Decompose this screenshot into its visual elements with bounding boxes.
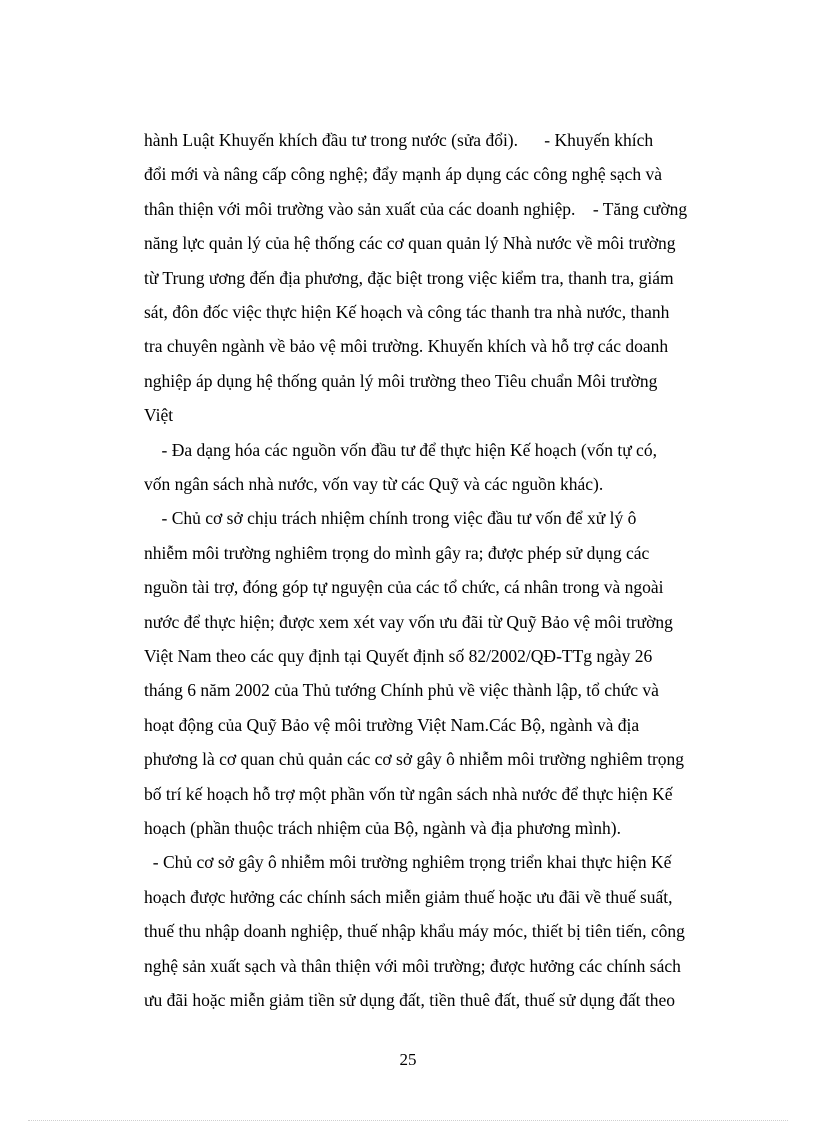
text-line: vốn ngân sách nhà nước, vốn vay từ các Quỹ và các nguồn khác). bbox=[144, 474, 604, 494]
text-line: tháng 6 năm 2002 của Thủ tướng Chính phủ về việc thành lập, tổ chức và bbox=[144, 680, 659, 701]
text-line: thân thiện với môi trường vào sản xuất của các doanh nghiệp. - Tăng cường bbox=[144, 198, 688, 219]
text-line: nguồn tài trợ, đóng góp tự nguyện của các tổ chức, cá nhân trong và ngoài bbox=[144, 577, 664, 598]
text-line: nước để thực hiện; được xem xét vay vốn ưu đãi từ Quỹ Bảo vệ môi trường bbox=[144, 611, 673, 632]
text-line: Việt Nam theo các quy định tại Quyết định số 82/2002/QĐ-TTg ngày 26 bbox=[144, 646, 653, 666]
text-line: - Chủ cơ sở gây ô nhiễm môi trường nghiêm trọng triển khai thực hiện Kế bbox=[144, 852, 672, 873]
text-line: hoạch (phần thuộc trách nhiệm của Bộ, ngành và địa phương mình). bbox=[144, 818, 622, 838]
text-line: ưu đãi hoặc miễn giảm tiền sử dụng đất, tiền thuê đất, thuế sử dụng đất theo bbox=[144, 990, 675, 1010]
text-line: thuế thu nhập doanh nghiệp, thuế nhập khẩu máy móc, thiết bị tiên tiến, công bbox=[144, 921, 685, 942]
text-line: tra chuyên ngành về bảo vệ môi trường. Khuyến khích và hỗ trợ các doanh bbox=[144, 336, 669, 357]
text-line: Việt bbox=[144, 405, 174, 426]
text-line: đổi mới và nâng cấp công nghệ; đẩy mạnh áp dụng các công nghệ sạch và bbox=[144, 164, 663, 185]
text-line: phương là cơ quan chủ quản các cơ sở gây ô nhiễm môi trường nghiêm trọng bbox=[144, 749, 685, 770]
text-line: hành Luật Khuyến khích đầu tư trong nước (sửa đổi). - Khuyến khích bbox=[144, 130, 654, 150]
text-line: nghệ sản xuất sạch và thân thiện với môi trường; được hưởng các chính sách bbox=[144, 955, 681, 976]
text-line: hoạt động của Quỹ Bảo vệ môi trường Việt Nam.Các Bộ, ngành và địa bbox=[144, 714, 640, 735]
text-line: bố trí kế hoạch hỗ trợ một phần vốn từ ngân sách nhà nước để thực hiện Kế bbox=[144, 783, 673, 804]
text-line: sát, đôn đốc việc thực hiện Kế hoạch và công tác thanh tra nhà nước, thanh bbox=[144, 302, 670, 322]
text-line: nhiễm môi trường nghiêm trọng do mình gây ra; được phép sử dụng các bbox=[144, 542, 650, 563]
page-number: 25 bbox=[399, 1050, 417, 1069]
page-bottom-rule bbox=[28, 1120, 788, 1121]
text-line: từ Trung ương đến địa phương, đặc biệt trong việc kiểm tra, thanh tra, giám bbox=[144, 267, 674, 288]
text-line: - Đa dạng hóa các nguồn vốn đầu tư để thực hiện Kế hoạch (vốn tự có, bbox=[144, 439, 657, 460]
text-line: nghiệp áp dụng hệ thống quản lý môi trường theo Tiêu chuẩn Môi trường bbox=[144, 370, 658, 391]
text-line: - Chủ cơ sở chịu trách nhiệm chính trong việc đầu tư vốn để xử lý ô bbox=[144, 508, 637, 529]
text-line: hoạch được hưởng các chính sách miễn giảm thuế hoặc ưu đãi về thuế suất, bbox=[144, 886, 673, 907]
text-line: năng lực quản lý của hệ thống các cơ quan quản lý Nhà nước về môi trường bbox=[144, 233, 676, 254]
